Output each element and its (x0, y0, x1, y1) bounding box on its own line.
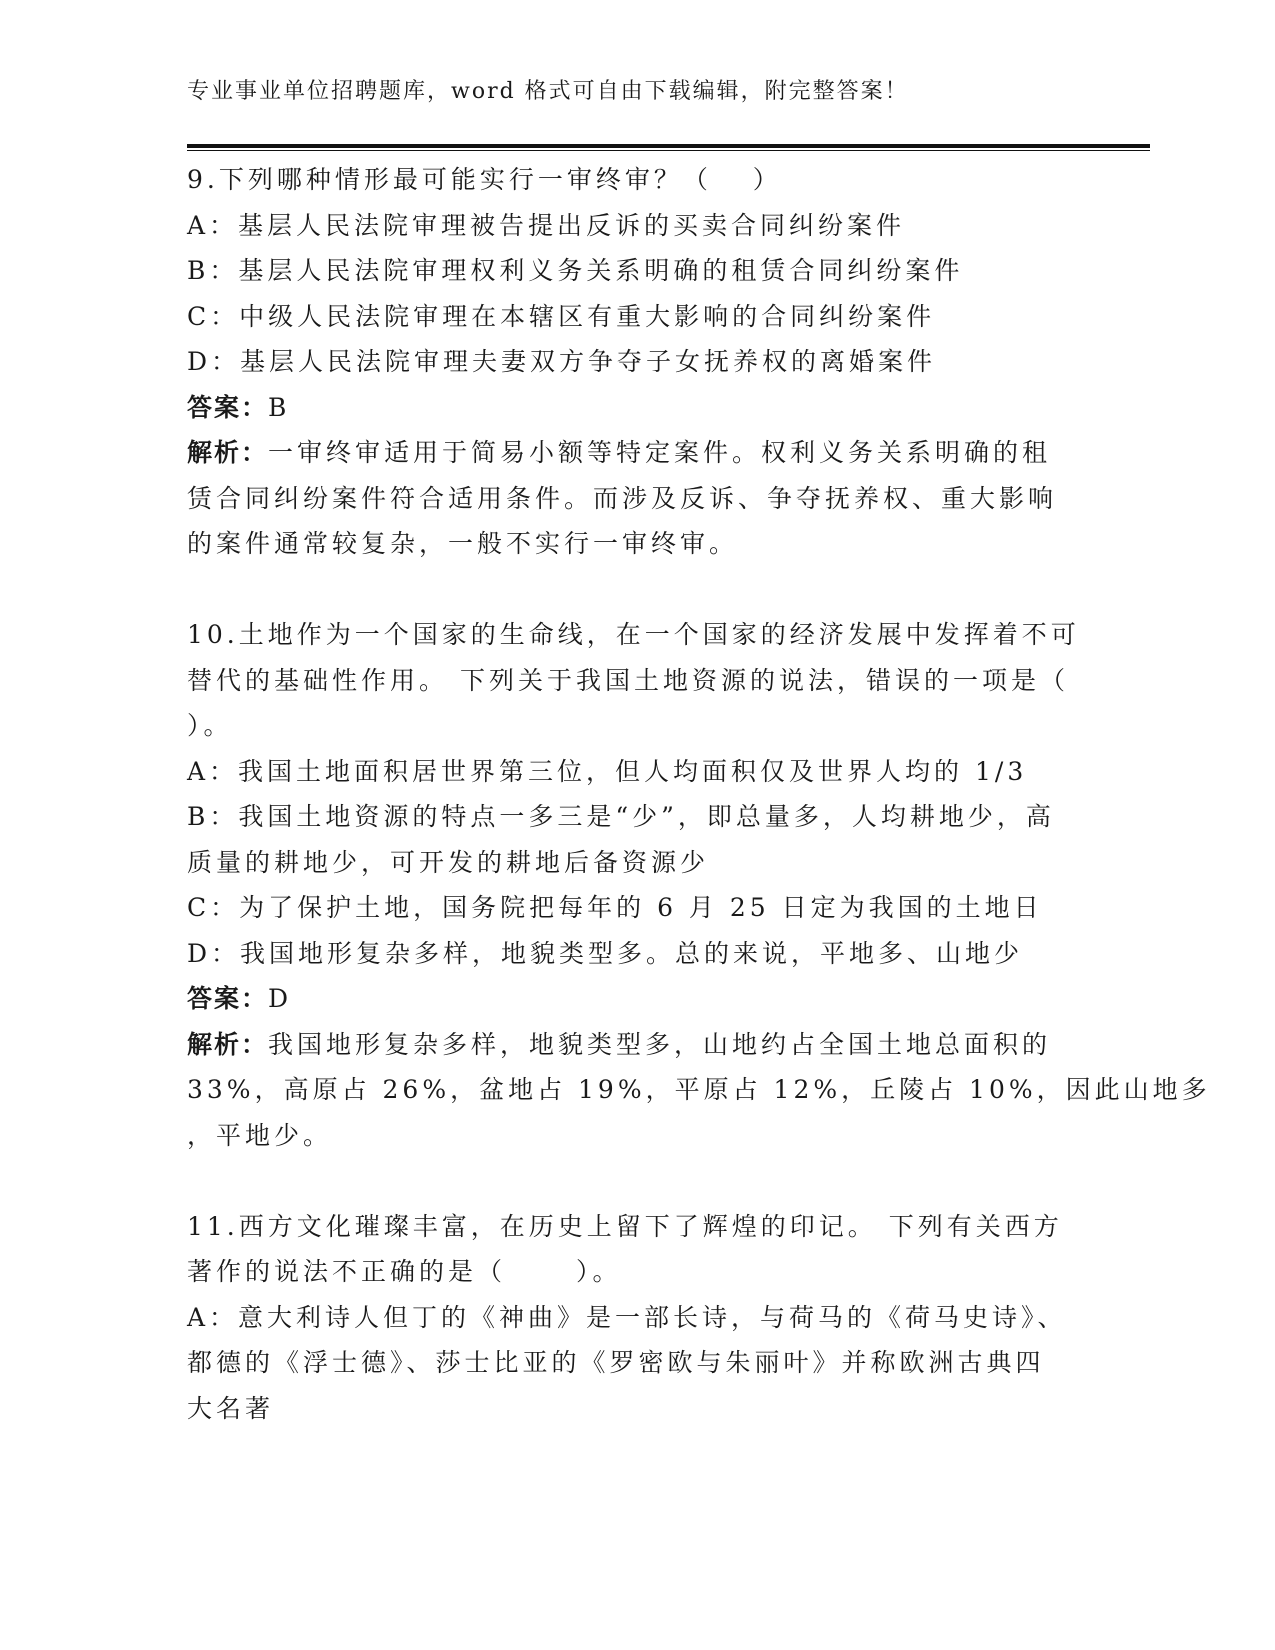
question-10 (187, 612, 1211, 1158)
answer-label: 答案： (187, 984, 269, 1013)
question-stem: 11.西方文化璀璨丰富，在历史上留下了辉煌的印记。 下列有关西方 (187, 1211, 1063, 1241)
option-a: A：意大利诗人但丁的《神曲》是一部长诗，与荷马的《荷马史诗》、 (187, 1302, 1067, 1332)
option-a-cont: 都德的《浮士德》、莎士比亚的《罗密欧与朱丽叶》并称欧洲古典四 (187, 1348, 1045, 1377)
analysis-text: 的案件通常较复杂，一般不实行一审终审。 (187, 529, 739, 558)
spacer (187, 567, 1087, 613)
spacer (187, 1158, 1087, 1204)
option-b: B：基层人民法院审理权利义务关系明确的租赁合同纠纷案件 (187, 256, 964, 285)
analysis-text: 赁合同纠纷案件符合适用条件。而涉及反诉、争夺抚养权、重大影响 (187, 483, 1058, 513)
answer-line (187, 385, 1087, 431)
option-b: B：我国土地资源的特点一多三是“少”，即总量多，人均耕地少，高 (187, 802, 1055, 831)
question-stem: 替代的基础性作用。 下列关于我国土地资源的说法，错误的一项是（ (187, 665, 1069, 695)
option-d: D：基层人民法院审理夫妻双方争夺子女抚养权的离婚案件 (187, 347, 937, 376)
question-stem: ）。 (187, 711, 233, 740)
question-11 (187, 1204, 1087, 1432)
option-d: D：我国地形复杂多样，地貌类型多。总的来说，平地多、山地少 (187, 938, 1024, 968)
analysis-line (187, 1022, 1087, 1068)
analysis-label: 解析： (187, 1029, 269, 1059)
page-header: 专业事业单位招聘题库，word 格式可自由下载编辑，附完整答案！ (187, 79, 909, 104)
question-stem: 著作的说法不正确的是（ ）。 (187, 1257, 622, 1286)
option-a-cont: 大名著 (187, 1393, 275, 1423)
option-b-cont: 质量的耕地少，可开发的耕地后备资源少 (187, 847, 710, 877)
analysis-label: 解析： (187, 438, 269, 467)
option-a: A：基层人民法院审理被告提出反诉的买卖合同纠纷案件 (187, 210, 906, 240)
question-9 (187, 157, 1087, 567)
option-c: C：为了保护土地，国务院把每年的 6 月 25 日定为我国的土地日 (187, 893, 1043, 922)
question-stem: 10.土地作为一个国家的生命线，在一个国家的经济发展中发挥着不可 (187, 620, 1080, 649)
header-rule-thin (187, 150, 1150, 151)
analysis-text: 一审终审适用于简易小额等特定案件。权利义务关系明确的租 (268, 438, 1052, 467)
analysis-text: 33%，高原占 26%，盆地占 19%，平原占 12%，丘陵占 10%，因此山地多 (187, 1075, 1211, 1104)
analysis-text: ，平地少。 (187, 1120, 333, 1150)
header-rule-thick (187, 144, 1150, 148)
answer-label: 答案： (187, 392, 269, 422)
answer-value: B (268, 392, 291, 422)
answer-line (187, 976, 1087, 1022)
answer-value: D (268, 984, 293, 1013)
option-c: C：中级人民法院审理在本辖区有重大影响的合同纠纷案件 (187, 301, 936, 331)
analysis-line (187, 430, 1087, 476)
option-a: A：我国土地面积居世界第三位，但人均面积仅及世界人均的 1/3 (187, 756, 1028, 786)
question-content (187, 157, 1211, 1431)
analysis-text: 我国地形复杂多样，地貌类型多，山地约占全国土地总面积的 (268, 1029, 1052, 1059)
question-stem: 9.下列哪种情形最可能实行一审终审？（ ） (187, 165, 782, 194)
